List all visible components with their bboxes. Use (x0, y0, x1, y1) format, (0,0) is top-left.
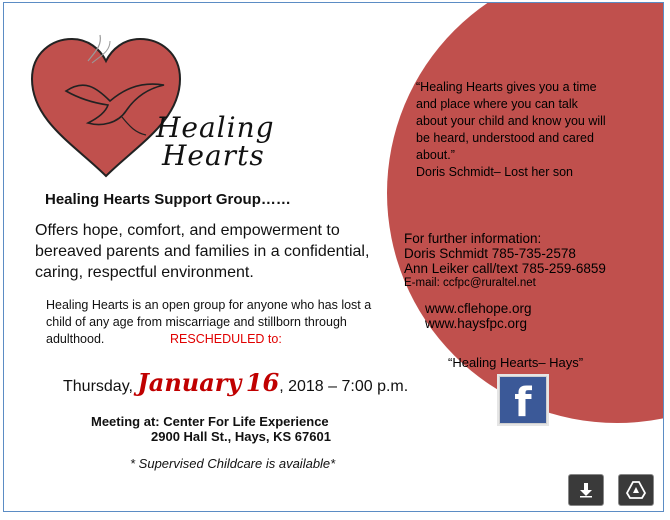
contact-email: E-mail: ccfpc@ruraltel.net (404, 277, 536, 289)
logo-text-hearts: Hearts (162, 139, 265, 172)
childcare-note: * Supervised Childcare is available* (130, 456, 336, 471)
quote-line-1: “Healing Hearts gives you a time (416, 80, 597, 94)
download-button[interactable] (568, 474, 604, 506)
logo-text-healing: Healing (156, 111, 275, 144)
event-month: January (137, 368, 242, 397)
quote-line-3: about your child and know you will (416, 114, 606, 128)
description-line-1: Healing Hearts is an open group for anyone who has lost a (46, 298, 372, 312)
contact-line-2: Ann Leiker call/text 785-259-6859 (404, 261, 606, 276)
website-1: www.cflehope.org (425, 301, 532, 316)
intro-line-3: caring, respectful environment. (35, 264, 254, 281)
meeting-address: 2900 Hall St., Hays, KS 67601 (151, 429, 331, 444)
support-group-heading: Healing Hearts Support Group…… (45, 191, 291, 208)
event-day: Thursday, (63, 378, 133, 395)
facebook-icon: f (499, 376, 547, 424)
event-date (63, 369, 408, 401)
intro-line-1: Offers hope, comfort, and empowerment to (35, 222, 340, 239)
quote-line-4: be heard, understood and cared (416, 131, 594, 145)
quote-author: Doris Schmidt– Lost her son (416, 165, 574, 179)
rescheduled-label: RESCHEDULED to: (170, 332, 282, 346)
contact-heading: For further information: (404, 231, 542, 246)
contact-line-1: Doris Schmidt 785-735-2578 (404, 246, 576, 261)
event-day-number: 16 (245, 368, 280, 397)
flyer (3, 2, 664, 512)
download-icon (578, 482, 594, 498)
description-line-2: child of any age from miscarriage and stillborn through (46, 315, 347, 329)
intro-line-2: bereaved parents and families in a confidential, (35, 243, 370, 260)
website-2: www.haysfpc.org (425, 316, 528, 331)
contact-info (404, 231, 606, 291)
facebook-page-label: “Healing Hearts– Hays” (448, 355, 584, 370)
save-to-drive-button[interactable] (618, 474, 654, 506)
testimonial-quote (416, 79, 638, 181)
quote-line-2: and place where you can talk (416, 97, 578, 111)
event-year-time: , 2018 – 7:00 p.m. (279, 378, 409, 395)
quote-line-5: about.” (416, 148, 455, 162)
google-drive-icon (626, 481, 646, 499)
description-line-3: adulthood. (46, 332, 105, 346)
meeting-location: Meeting at: Center For Life Experience (91, 414, 329, 429)
websites (425, 301, 532, 331)
